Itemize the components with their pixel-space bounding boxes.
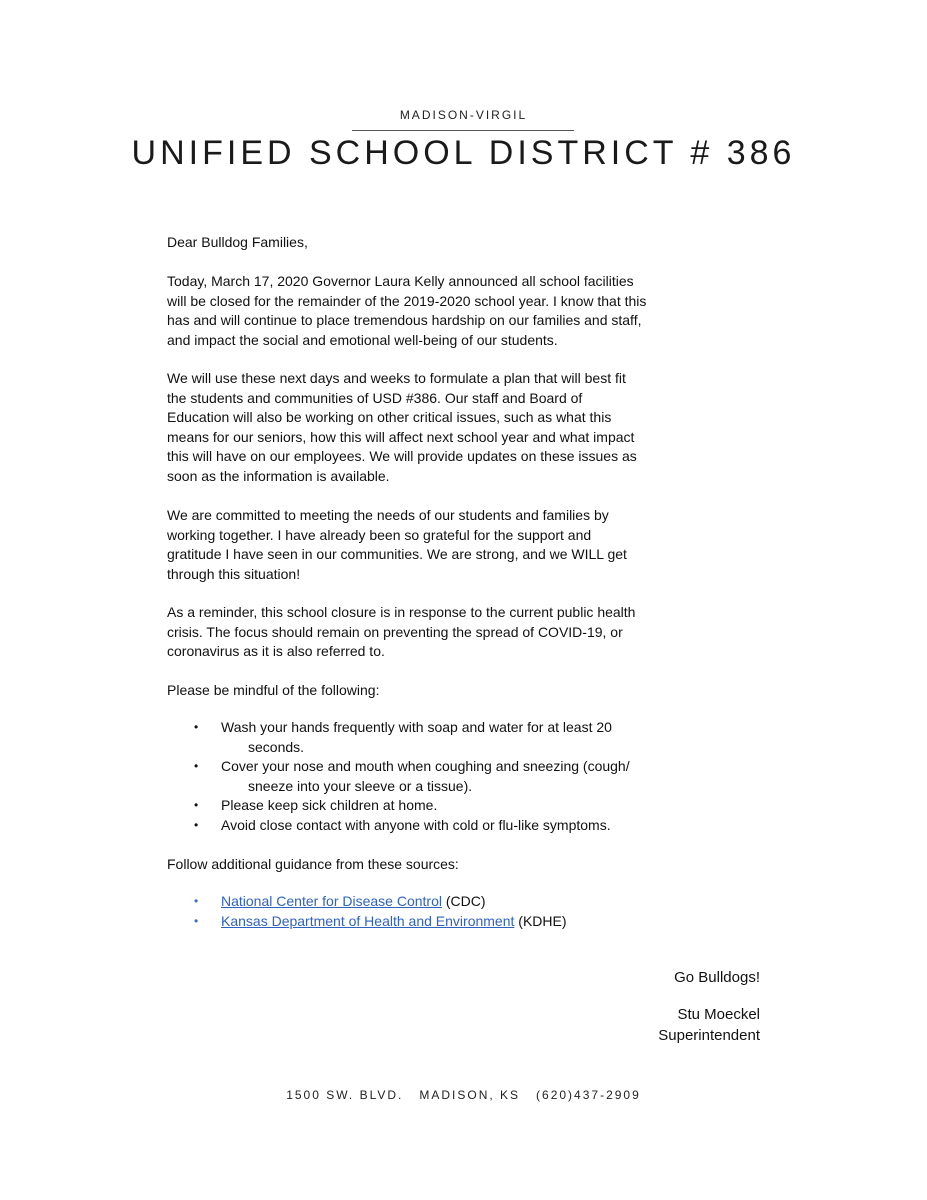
list-item-text: Cover your nose and mouth when coughing and sneezing (cough/ [221,758,630,774]
sources-list [167,892,647,931]
list-item [167,796,647,816]
paragraph-announcement: Today, March 17, 2020 Governor Laura Kelly announced all school facilities will be closed for the remainder of the 2019-2020 school year. I know that this has and will continue to place tremendous hardship on our families and staff, and impact the social and emotional well-being of our students. [167,273,647,348]
kdhe-link[interactable]: Kansas Department of Health and Environment [221,912,515,929]
list-item [167,757,647,796]
footer-address [0,1088,927,1102]
cdc-link[interactable]: National Center for Disease Control [221,893,442,909]
paragraph-plan: We will use these next days and weeks to formulate a plan that will best fit the students and communities of USD #386. Our staff and Board of Education will also be working on other critical issues, such as what this means for our seniors, how this will affect next school year and what impact this will have on our employees. We will provide updates on these issues as soon as the information is available. [167,370,637,484]
list-item [167,912,647,932]
letterhead-title: UNIFIED SCHOOL DISTRICT # 386 [131,134,796,172]
list-item [167,892,647,912]
list-item-continuation: sneeze into your sleeve or a tissue). [248,777,473,794]
letterhead-divider [352,130,574,131]
mindful-intro: Please be mindful of the following: [167,682,380,698]
list-item-continuation: seconds. [248,738,305,755]
greeting: Dear Bulldog Families, [167,234,308,250]
bullet-icon: • [194,913,199,928]
closing-salutation: Go Bulldogs! [674,969,760,986]
list-item [167,718,647,757]
paragraph-reminder: As a reminder, this school closure is in response to the current public health crisis. The focus should remain on preventing the spread of COVID-19, or coronavirus as it is also referred to. [167,604,636,659]
list-item-text: Avoid close contact with anyone with cold or flu-like symptoms. [221,816,611,833]
list-item [167,816,647,836]
signer-title: Superintendent [658,1027,760,1044]
bullet-icon: • [194,798,199,812]
bullet-icon: • [194,817,199,832]
sources-intro: Follow additional guidance from these sources: [167,856,459,872]
list-item-text: Wash your hands frequently with soap and water for at least 20 [221,719,612,735]
bullet-icon: • [194,720,199,734]
bullet-icon: • [194,894,199,908]
signer-name: Stu Moeckel [677,1006,760,1023]
precautions-list [167,718,647,835]
bullet-icon: • [194,759,199,773]
paragraph-commitment: We are committed to meeting the needs of our students and families by working together. I have already been so grateful for the support and gratitude I have seen in our communities. We are strong, and we WILL get through this situation! [167,507,627,582]
list-item-text: Please keep sick children at home. [221,797,438,813]
source-abbreviation: (CDC) [442,893,486,909]
source-abbreviation: (KDHE) [514,912,567,929]
letterhead-subtitle: MADISON-VIRGIL [399,108,528,122]
footer-address-text: 1500 SW. BLVD. MADISON, KS (620)437-2909 [286,1088,641,1102]
